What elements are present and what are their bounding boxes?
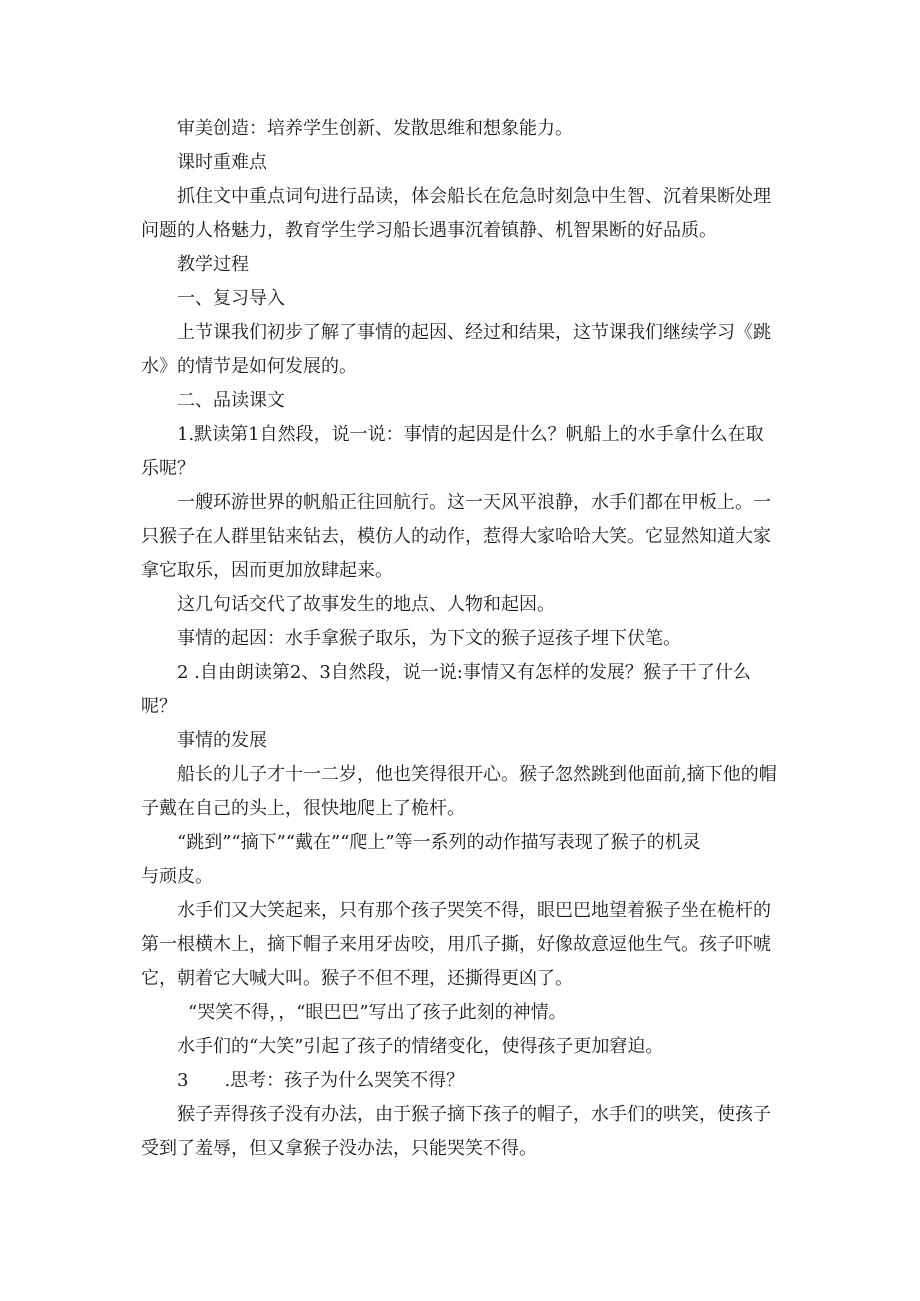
text-line: 问题的人格魅力，教育学生学习船长遇事沉着镇静、机智果断的好品质。 xyxy=(141,220,717,241)
text-line: 第一根横木上，摘下帽子来用牙齿咬，用爪子撕，好像故意逗他生气。孩子吓唬 xyxy=(141,934,771,955)
text-line: 受到了羞辱，但又拿猴子没办法，只能哭笑不得。 xyxy=(141,1138,537,1159)
text-line: 拿它取乐，因而更加放肆起来。 xyxy=(141,560,393,581)
text-line: 它，朝着它大喊大叫。猴子不但不理，还撕得更凶了。 xyxy=(141,968,573,989)
text-line: 事情的起因：水手拿猴子取乐，为下文的猴子逗孩子埋下伏笔。 xyxy=(177,628,681,649)
text-line: 水手们又大笑起来，只有那个孩子哭笑不得，眼巴巴地望着猴子坐在桅杆的 xyxy=(177,900,771,921)
text-line: 只猴子在人群里钻来钻去，模仿人的动作，惹得大家哈哈大笑。它显然知道大家 xyxy=(141,526,771,547)
section-heading: 二、品读课文 xyxy=(177,390,285,411)
text-line: 水手们的“大笑”引起了孩子的情绪变化，使得孩子更加窘迫。 xyxy=(177,1036,664,1057)
text-line: 与顽皮。 xyxy=(141,866,213,887)
text-line: 猴子弄得孩子没有办法，由于猴子摘下孩子的帽子，水手们的哄笑，使孩子 xyxy=(177,1104,771,1125)
text-line: 呢？ xyxy=(141,696,177,717)
text-line: 水》的情节是如何发展的。 xyxy=(141,356,357,377)
section-heading: 课时重难点 xyxy=(177,152,267,173)
text-line: 上节课我们初步了解了事情的起因、经过和结果，这节课我们继续学习《跳 xyxy=(177,322,771,343)
text-line: 2 .自由朗读第2、3自然段，说一说:事情又有怎样的发展？猴子干了什么 xyxy=(177,662,751,683)
text-line: 审美创造：培养学生创新、发散思维和想象能力。 xyxy=(177,118,573,139)
text-line: 船长的儿子才十一二岁，他也笑得很开心。猴子忽然跳到他面前,摘下他的帽 xyxy=(177,764,777,785)
section-heading: 事情的发展 xyxy=(177,730,267,751)
section-heading: 一、复习导入 xyxy=(177,288,285,309)
text-line: 1.默读第1自然段，说一说：事情的起因是什么？帆船上的水手拿什么在取 xyxy=(177,424,764,445)
text-line: 这几句话交代了故事发生的地点、人物和起因。 xyxy=(177,594,555,615)
text-line: “跳到”“摘下”“戴在”“爬上”等一系列的动作描写表现了猴子的机灵 xyxy=(177,832,701,853)
text-line: 3 .思考：孩子为什么哭笑不得？ xyxy=(177,1070,465,1091)
text-line: 抓住文中重点词句进行品读，体会船长在危急时刻急中生智、沉着果断处理 xyxy=(177,186,771,207)
text-line: 子戴在自己的头上，很快地爬上了桅杆。 xyxy=(141,798,465,819)
text-line: “哭笑不得，，“眼巴巴”写出了孩子此刻的神情。 xyxy=(188,1002,567,1023)
section-heading: 教学过程 xyxy=(177,254,249,275)
text-line: 乐呢？ xyxy=(141,458,195,479)
text-line: 一艘环游世界的帆船正往回航行。这一天风平浪静，水手们都在甲板上。一 xyxy=(177,492,771,513)
